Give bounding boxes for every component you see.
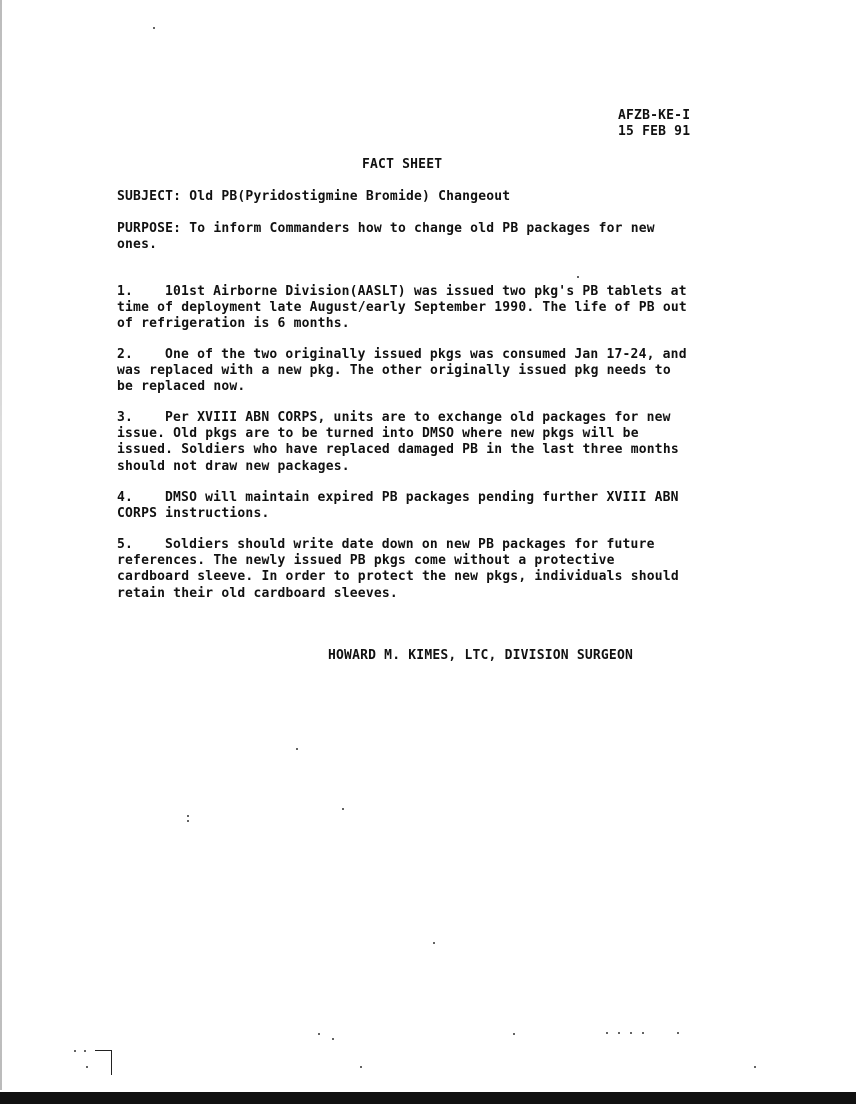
scan-speck bbox=[318, 1033, 320, 1035]
scan-speck bbox=[618, 1032, 620, 1034]
paragraph-number: 5. bbox=[117, 537, 134, 552]
paragraph-2 bbox=[117, 347, 797, 396]
scan-speck bbox=[433, 942, 435, 944]
paragraph-line: 1. 101st Airborne Division(AASLT) was issued two pkg's PB tablets at bbox=[117, 284, 687, 299]
paragraph-number: 4. bbox=[117, 490, 134, 505]
scan-speck bbox=[342, 808, 344, 810]
scan-speck bbox=[360, 1066, 362, 1068]
purpose-label: PURPOSE: bbox=[117, 221, 182, 236]
paragraph-line: be replaced now. bbox=[117, 379, 246, 395]
paragraph-1 bbox=[117, 284, 797, 333]
subject-text: Old PB(Pyridostigmine Bromide) Changeout bbox=[189, 189, 511, 204]
scan-speck bbox=[153, 27, 155, 29]
paragraph-line: CORPS instructions. bbox=[117, 506, 270, 522]
corner-bracket-mark bbox=[95, 1050, 112, 1075]
paragraph-line: issue. Old pkgs are to be turned into DMSO where new pkgs will be bbox=[117, 426, 639, 442]
scan-speck bbox=[74, 1050, 76, 1052]
paragraph-number: 1. bbox=[117, 284, 134, 299]
scan-bottom-bar bbox=[0, 1092, 856, 1104]
scan-speck bbox=[84, 1050, 86, 1052]
paragraph-line: time of deployment late August/early September 1990. The life of PB out bbox=[117, 300, 687, 316]
scan-speck bbox=[677, 1032, 679, 1034]
document-date: 15 FEB 91 bbox=[618, 124, 691, 139]
scan-speck bbox=[86, 1066, 88, 1068]
paragraph-line: retain their old cardboard sleeves. bbox=[117, 585, 398, 601]
paragraph-4 bbox=[117, 490, 797, 522]
paragraph-number: 3. bbox=[117, 410, 134, 425]
paragraph-line: issued. Soldiers who have replaced damaged PB in the last three months bbox=[117, 442, 679, 458]
subject-label: SUBJECT: bbox=[117, 189, 182, 204]
scan-left-edge bbox=[0, 0, 2, 1090]
scan-speck bbox=[577, 276, 579, 278]
paragraph-line: cardboard sleeve. In order to protect the new pkgs, individuals should bbox=[117, 569, 679, 585]
scan-speck bbox=[187, 815, 189, 817]
office-symbol: AFZB-KE-I bbox=[618, 108, 691, 123]
paragraph-line: 5. Soldiers should write date down on new PB packages for future bbox=[117, 537, 655, 552]
purpose-line bbox=[117, 221, 797, 237]
paragraph-line: 2. One of the two originally issued pkgs was consumed Jan 17-24, and bbox=[117, 347, 687, 362]
scan-speck bbox=[754, 1066, 756, 1068]
purpose-text: To inform Commanders how to change old PB packages for new bbox=[189, 221, 655, 236]
document-title: FACT SHEET bbox=[362, 157, 443, 172]
scan-speck bbox=[630, 1032, 632, 1034]
subject-line bbox=[117, 189, 510, 205]
scan-speck bbox=[296, 748, 298, 750]
paragraph-5 bbox=[117, 537, 797, 602]
paragraph-line: references. The newly issued PB pkgs come without a protective bbox=[117, 553, 615, 569]
scan-speck bbox=[332, 1038, 334, 1040]
paragraph-line: was replaced with a new pkg. The other originally issued pkg needs to bbox=[117, 363, 671, 379]
purpose-line: ones. bbox=[117, 237, 158, 253]
signature-block: HOWARD M. KIMES, LTC, DIVISION SURGEON bbox=[328, 648, 634, 663]
scan-speck bbox=[513, 1033, 515, 1035]
scan-speck bbox=[642, 1032, 644, 1034]
scan-speck bbox=[606, 1032, 608, 1034]
paragraph-line: should not draw new packages. bbox=[117, 458, 350, 474]
scan-speck bbox=[187, 820, 189, 822]
paragraph-3 bbox=[117, 410, 797, 475]
paragraph-line: of refrigeration is 6 months. bbox=[117, 316, 350, 332]
paragraph-line: 3. Per XVIII ABN CORPS, units are to exchange old packages for new bbox=[117, 410, 671, 425]
purpose-block bbox=[117, 221, 797, 253]
paragraph-number: 2. bbox=[117, 347, 134, 362]
paragraph-line: 4. DMSO will maintain expired PB packages pending further XVIII ABN bbox=[117, 490, 679, 505]
